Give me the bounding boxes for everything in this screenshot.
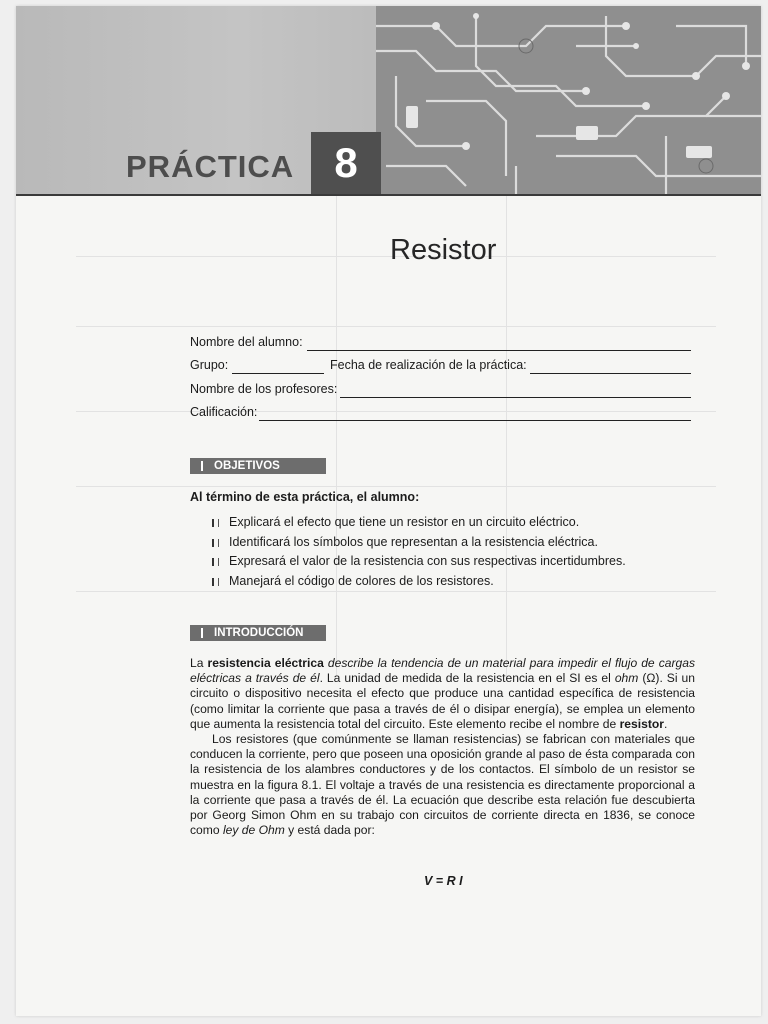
bleed-rule	[506, 176, 507, 676]
bleed-rule	[76, 486, 716, 487]
list-item	[208, 552, 626, 572]
date-line[interactable]	[530, 373, 691, 374]
objectives-heading-label: OBJETIVOS	[214, 460, 280, 472]
list-item	[208, 533, 626, 553]
list-item	[208, 572, 626, 592]
student-name-label: Nombre del alumno:	[190, 335, 303, 349]
student-name-line[interactable]	[307, 350, 691, 351]
teachers-line[interactable]	[340, 397, 691, 398]
list-item	[208, 513, 626, 533]
objectives-list	[208, 513, 626, 591]
objectives-intro: Al término de esta práctica, el alumno:	[190, 490, 420, 504]
bullet-icon	[212, 578, 219, 586]
bullet-icon	[212, 519, 219, 527]
chapter-header	[16, 6, 761, 196]
objective-text: Explicará el efecto que tiene un resistor en un circuito eléctrico.	[229, 515, 580, 529]
date-label: Fecha de realización de la práctica:	[330, 358, 527, 372]
grade-label: Calificación:	[190, 405, 258, 419]
circuit-board-illustration	[376, 6, 761, 194]
intro-paragraph-1: La resistencia eléctrica describe la tendencia de un material para impedir el flujo de cargas eléctricas a través de él. La unidad de medida de la resistencia en el SI es el ohm (Ω). Si un circuito o dispositivo necesita el efecto que produce una cantidad específica de resistencia (como limitar la corriente que pasa a través de él o disipar energía), se emplea un elemento que aumenta la resistencia total del circuito. Este elemento recibe el nombre de resistor.	[190, 656, 695, 731]
document-page	[16, 6, 761, 1016]
bullet-icon	[212, 558, 219, 566]
bleed-rule	[76, 591, 716, 592]
teachers-label: Nombre de los profesores:	[190, 382, 338, 396]
practice-label: PRÁCTICA	[126, 149, 295, 184]
group-label: Grupo:	[190, 358, 229, 372]
practice-number: 8	[311, 132, 381, 194]
bullet-icon	[212, 539, 219, 547]
introduction-heading	[190, 625, 326, 641]
running-header-ghost	[56, 46, 59, 57]
intro-paragraph-2: Los resistores (que comúnmente se llaman resistencias) se fabrican con materiales que conducen la corriente, pero que poseen una oposición grande al paso de ésta comparada con la resistencia de los alambres conductores y de los contactos. El símbolo de un resistor se muestra en la figura 8.1. El voltaje a través de una resistencia es directamente proporcional a la corriente que pasa a través de él. La ecuación que describe esta relación fue descubierta por Georg Simon Ohm en su trabajo con circuitos de corriente directa en 1836, se conoce como ley de Ohm y está dada por:	[190, 732, 695, 838]
ohm-law-formula: V = R I	[424, 874, 463, 888]
objective-text: Manejará el código de colores de los resistores.	[229, 573, 494, 588]
page-title: Resistor	[390, 234, 497, 266]
bleed-rule	[336, 176, 337, 676]
objectives-heading	[190, 458, 326, 474]
introduction-heading-label: INTRODUCCIÓN	[214, 627, 304, 639]
objective-text: Identificará los símbolos que representan a la resistencia eléctrica.	[229, 534, 598, 549]
bleed-rule	[76, 411, 716, 412]
objective-text: Expresará el valor de la resistencia con sus respectivas incertidumbres.	[229, 554, 626, 568]
group-line[interactable]	[232, 373, 324, 374]
introduction-body	[190, 656, 695, 838]
bleed-rule	[76, 326, 716, 327]
heading-marker	[201, 461, 203, 471]
grade-line[interactable]	[259, 420, 691, 421]
heading-marker	[201, 628, 203, 638]
